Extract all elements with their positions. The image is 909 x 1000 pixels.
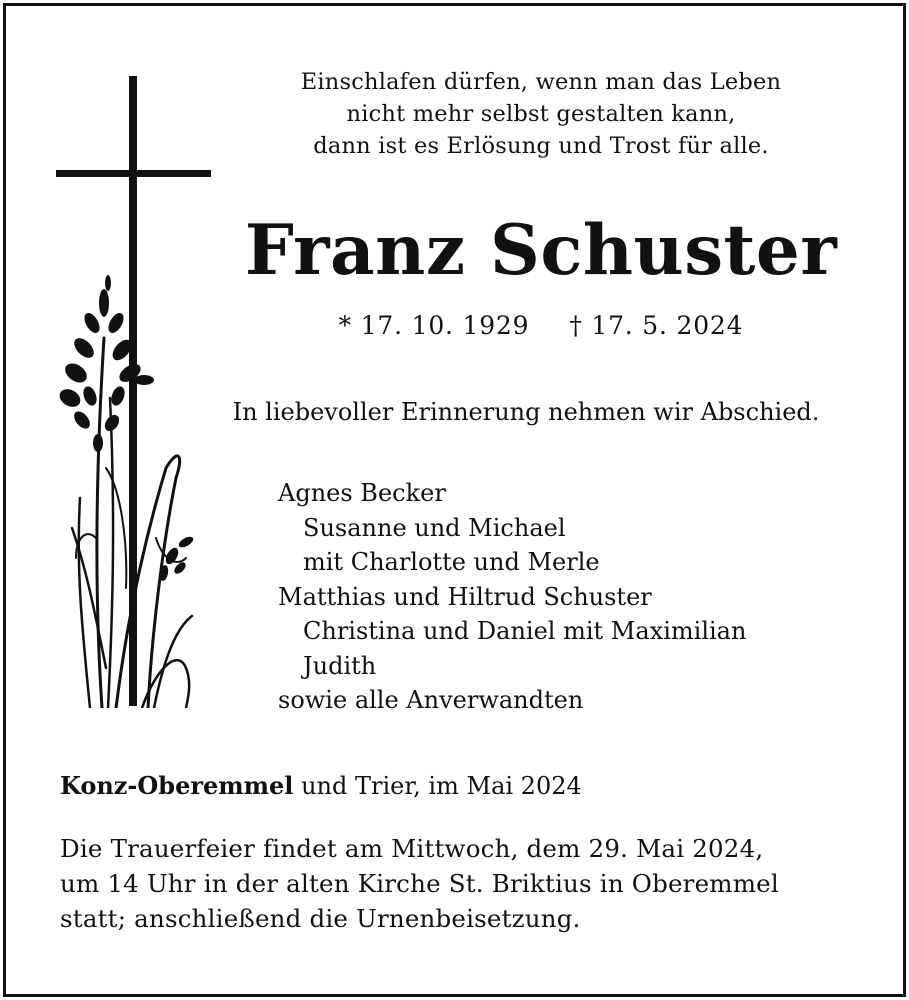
farewell-text: In liebevoller Erinnerung nehmen wir Abschied. bbox=[232, 398, 820, 426]
place-rest: und Trier, im Mai 2024 bbox=[293, 772, 582, 800]
poem-line: nicht mehr selbst gestalten kann, bbox=[346, 101, 736, 127]
poem-line: dann ist es Erlösung und Trost für alle. bbox=[313, 133, 769, 159]
death-date: † 17. 5. 2024 bbox=[569, 311, 744, 340]
deceased-name: Franz Schuster bbox=[244, 210, 838, 291]
place-name: Konz-Oberemmel bbox=[60, 771, 294, 800]
mourner-line: Judith bbox=[303, 651, 377, 680]
obituary-frame bbox=[3, 3, 906, 997]
cross-grass-motif bbox=[46, 68, 226, 708]
mourner-line: Christina und Daniel mit Maximilian bbox=[303, 617, 747, 645]
service-info bbox=[60, 831, 880, 936]
poem bbox=[196, 66, 886, 162]
mourner-line: mit Charlotte und Merle bbox=[303, 548, 600, 576]
cross-icon bbox=[56, 76, 211, 706]
place-date bbox=[60, 768, 582, 804]
service-line: Die Trauerfeier findet am Mittwoch, dem 29. Mai 2024, bbox=[60, 834, 764, 863]
mourners-list bbox=[278, 476, 746, 718]
life-dates bbox=[196, 308, 886, 344]
mourner-line: Matthias und Hiltrud Schuster bbox=[278, 582, 652, 611]
birth-date: * 17. 10. 1929 bbox=[338, 311, 530, 340]
mourner-line: Agnes Becker bbox=[278, 479, 446, 507]
poem-line: Einschlafen dürfen, wenn man das Leben bbox=[300, 69, 782, 95]
service-line: statt; anschließend die Urnenbeisetzung. bbox=[60, 904, 581, 933]
mourner-line: Susanne und Michael bbox=[303, 513, 566, 542]
service-line: um 14 Uhr in der alten Kirche St. Briktius in Oberemmel bbox=[60, 869, 779, 898]
mourner-line: sowie alle Anverwandten bbox=[278, 686, 584, 714]
